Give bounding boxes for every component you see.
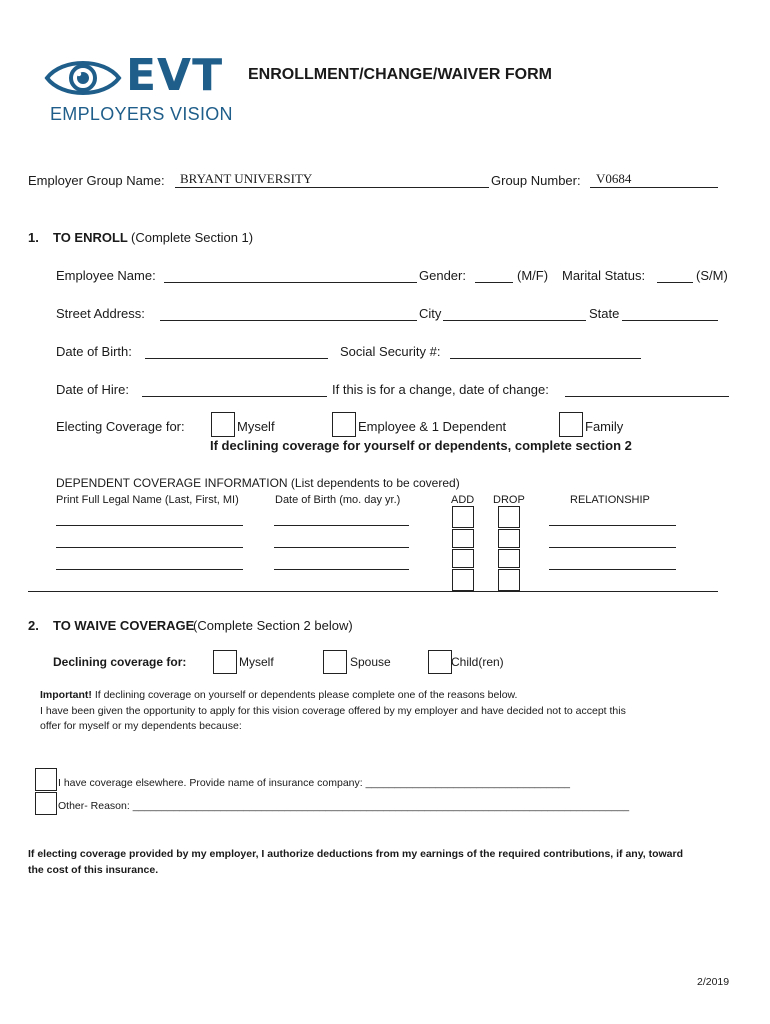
electing-emp1-label: Employee & 1 Dependent	[358, 419, 507, 434]
waiver-statement-line: I have been given the opportunity to apply for this vision coverage offered by my employer and have decided not to accept this	[40, 705, 626, 717]
authorization-line: If electing coverage provided by my employer, I authorize deductions from my earnings of the required contributions, if any, toward	[28, 848, 684, 860]
doh-field[interactable]	[142, 396, 327, 397]
electing-myself-label: Myself	[237, 419, 275, 434]
section1-note: (Complete Section 1)	[131, 230, 254, 245]
electing-myself-checkbox[interactable]	[211, 412, 235, 437]
col-dob-header: Date of Birth (mo. day yr.)	[275, 494, 401, 506]
important-text: If declining coverage on yourself or dependents please complete one of the reasons below.	[94, 689, 518, 701]
dependent-dob-field[interactable]	[274, 569, 409, 570]
eye-icon	[44, 56, 122, 100]
electing-family-label: Family	[585, 419, 624, 434]
city-label: City	[419, 306, 442, 321]
marital-field[interactable]	[657, 282, 693, 283]
electing-emp1-checkbox[interactable]	[332, 412, 356, 437]
section1-number: 1.	[28, 230, 39, 245]
important-label: Important!	[40, 689, 92, 701]
employer-field[interactable]	[175, 187, 489, 188]
reason-other-label: Other- Reason: _____________________________________________________________________________________	[58, 800, 630, 812]
dependent-name-field[interactable]	[56, 569, 243, 570]
dependent-drop-checkbox[interactable]	[498, 549, 520, 568]
dob-label: Date of Birth:	[56, 344, 132, 359]
waive-children-checkbox[interactable]	[428, 650, 452, 674]
dependent-drop-checkbox[interactable]	[498, 529, 520, 548]
waive-spouse-checkbox[interactable]	[323, 650, 347, 674]
change-date-label: If this is for a change, date of change:	[332, 382, 549, 397]
section2-number: 2.	[28, 618, 39, 633]
group-number-value: V0684	[596, 171, 632, 186]
reason-coverage-elsewhere-checkbox[interactable]	[35, 768, 57, 791]
section-divider	[28, 591, 718, 592]
ssn-label: Social Security #:	[340, 344, 441, 359]
dependent-relationship-field[interactable]	[549, 525, 676, 526]
doh-label: Date of Hire:	[56, 382, 129, 397]
state-label: State	[589, 306, 620, 321]
declining-note: If declining coverage for yourself or dependents, complete section 2	[210, 438, 632, 453]
logo	[44, 52, 234, 128]
state-field[interactable]	[622, 320, 718, 321]
important-notice	[40, 689, 517, 701]
waive-myself-checkbox[interactable]	[213, 650, 237, 674]
form-version: 2/2019	[697, 976, 730, 988]
street-label: Street Address:	[56, 306, 145, 321]
ssn-field[interactable]	[450, 358, 641, 359]
dependent-add-checkbox[interactable]	[452, 506, 474, 528]
street-field[interactable]	[160, 320, 417, 321]
authorization-line: the cost of this insurance.	[28, 864, 159, 876]
col-relationship-header: RELATIONSHIP	[570, 494, 650, 506]
logo-subtitle: EMPLOYERS VISION	[50, 104, 233, 124]
city-field[interactable]	[443, 320, 586, 321]
gender-options: (M/F)	[517, 268, 549, 283]
col-name-header: Print Full Legal Name (Last, First, MI)	[56, 494, 239, 506]
dob-field[interactable]	[145, 358, 328, 359]
declining-label: Declining coverage for:	[53, 655, 187, 669]
dependent-name-field[interactable]	[56, 525, 243, 526]
employee-name-label: Employee Name:	[56, 268, 156, 283]
dependent-dob-field[interactable]	[274, 547, 409, 548]
change-date-field[interactable]	[565, 396, 729, 397]
waive-spouse-label: Spouse	[350, 655, 391, 669]
reason-coverage-elsewhere-label: I have coverage elsewhere. Provide name of insurance company: ___________________________________	[58, 777, 570, 789]
logo-brand: EVT	[126, 50, 224, 101]
gender-field[interactable]	[475, 282, 513, 283]
dependent-relationship-field[interactable]	[549, 547, 676, 548]
section1-heading: TO ENROLL	[53, 230, 128, 245]
dependent-drop-checkbox[interactable]	[498, 506, 520, 528]
section2-note: (Complete Section 2 below)	[193, 618, 353, 633]
dependent-drop-checkbox[interactable]	[498, 569, 520, 591]
dependent-name-field[interactable]	[56, 547, 243, 548]
group-number-field[interactable]	[590, 187, 718, 188]
waiver-statement-line: offer for myself or my dependents because:	[40, 720, 242, 732]
dependent-heading: DEPENDENT COVERAGE INFORMATION (List dependents to be covered)	[56, 476, 460, 490]
waive-myself-label: Myself	[239, 655, 274, 669]
marital-label: Marital Status:	[562, 268, 646, 283]
dependent-add-checkbox[interactable]	[452, 529, 474, 548]
employee-name-field[interactable]	[164, 282, 417, 283]
dependent-add-checkbox[interactable]	[452, 549, 474, 568]
dependent-add-checkbox[interactable]	[452, 569, 474, 591]
col-add-header: ADD	[451, 494, 475, 506]
dependent-dob-field[interactable]	[274, 525, 409, 526]
gender-label: Gender:	[419, 268, 466, 283]
electing-label: Electing Coverage for:	[56, 419, 185, 434]
group-number-label: Group Number:	[491, 173, 581, 188]
col-drop-header: DROP	[493, 494, 525, 506]
reason-other-checkbox[interactable]	[35, 792, 57, 815]
marital-options: (S/M)	[696, 268, 728, 283]
employer-label: Employer Group Name:	[28, 173, 165, 188]
electing-family-checkbox[interactable]	[559, 412, 583, 437]
page-title: ENROLLMENT/CHANGE/WAIVER FORM	[248, 66, 552, 83]
employer-value: BRYANT UNIVERSITY	[180, 171, 313, 186]
dependent-relationship-field[interactable]	[549, 569, 676, 570]
section2-heading: TO WAIVE COVERAGE	[53, 618, 195, 633]
waive-children-label: Child(ren)	[451, 655, 504, 669]
